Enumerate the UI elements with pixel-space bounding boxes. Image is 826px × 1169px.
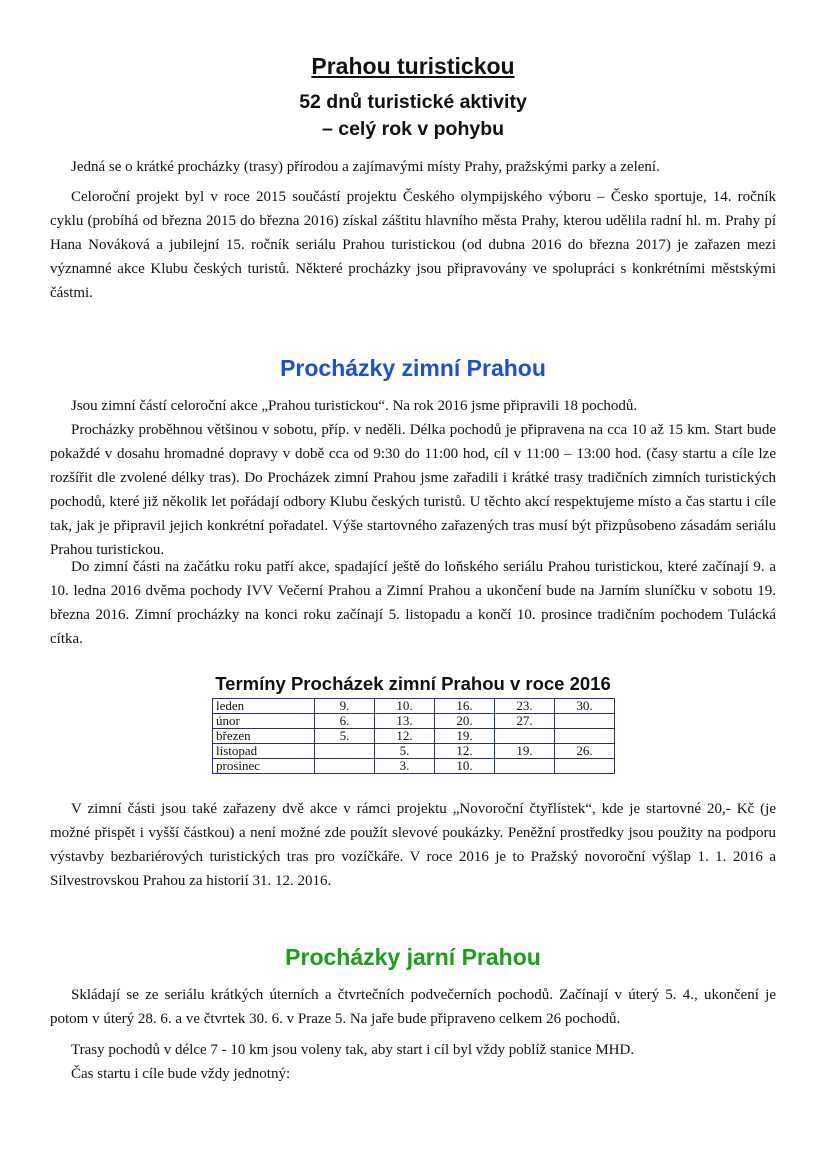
table-cell-day: 19. xyxy=(495,744,555,759)
table-cell-day: 20. xyxy=(435,714,495,729)
document-title: Prahou turistickou xyxy=(311,53,515,79)
table-cell-day: 13. xyxy=(375,714,435,729)
table-cell-day: 5. xyxy=(315,729,375,744)
table-cell-month: březen xyxy=(213,729,315,744)
table-cell-day xyxy=(495,729,555,744)
spring-paragraph-2: Trasy pochodů v délce 7 - 10 km jsou voleny tak, aby start i cíl byl vždy poblíž stanice MHD. xyxy=(71,1042,635,1058)
table-row xyxy=(213,729,615,744)
table-cell-day: 5. xyxy=(375,744,435,759)
winter-paragraph-3: Do zimní části na začátku roku patří akce, spadající ještě do loňského seriálu Prahou turistickou, které začínají 9. a 10. ledna 2016 dvěma pochody IVV Večerní Prahou a Zimní Prahou a ukončení bude na Jarním sluníčku v sobotu 19. března 2016. Zimní procházky na konci roku začínají 5. listopadu a končí 10. prosince tradičním pochodem Tulácká cítka. xyxy=(50,559,776,647)
table-cell-month: únor xyxy=(213,714,315,729)
table-cell-day xyxy=(555,759,615,774)
winter-section-heading: Procházky zimní Prahou xyxy=(280,355,546,381)
intro-paragraph-2: Celoroční projekt byl v roce 2015 součástí projektu Českého olympijského výboru – Česko sportuje, 14. ročník cyklu (probíhá od března 2015 do března 2016) získal záštitu hlavního města Prahy, kterou udělila radní hl. m. Prahy pí Hana Nováková a jubilejní 15. ročník seriálu Prahou turistickou (od dubna 2016 do března 2017) je zařazen mezi významné akce Klubu českých turistů. Některé procházky jsou připravovány ve spolupráci s konkrétními městskými částmi. xyxy=(50,189,776,301)
table-cell-month: leden xyxy=(213,699,315,714)
table-cell-day xyxy=(315,744,375,759)
table-cell-day: 12. xyxy=(375,729,435,744)
table-cell-day: 27. xyxy=(495,714,555,729)
table-cell-day: 30. xyxy=(555,699,615,714)
table-cell-day: 16. xyxy=(435,699,495,714)
table-cell-day xyxy=(555,714,615,729)
document-subtitle-line-2: – celý rok v pohybu xyxy=(321,118,505,140)
table-cell-day: 10. xyxy=(375,699,435,714)
spring-section-heading: Procházky jarní Prahou xyxy=(285,944,541,970)
table-cell-day xyxy=(315,759,375,774)
winter-paragraph-1: Jsou zimní částí celoroční akce „Prahou turistickou“. Na rok 2016 jsme připravili 18 pochodů. xyxy=(71,398,638,414)
table-cell-day: 12. xyxy=(435,744,495,759)
table-cell-day: 10. xyxy=(435,759,495,774)
winter-paragraph-2: Procházky proběhnou většinou v sobotu, příp. v neděli. Délka pochodů je připravena na cca 10 až 15 km. Start bude pokaždé v dosahu hromadné dopravy v době cca od 9:30 do 11:00 hod, cíl v 11:00 – 13:00 hod. (časy startu a cíle lze rozšířit dle zvolené délky tras). Do Procházek zimní Prahou jsme zařadili i krátké trasy tradičních zimních turistických pochodů, které již několik let pořádají odbory Klubu českých turistů. U těchto akcí respektujeme místo a čas startu i cíle tak, jak je připravil jejich konkrétní pořadatel. Výše startovného zařazených tras musí být přizpůsobeno zásadám seriálu Prahou turistickou. xyxy=(50,422,776,558)
table-cell-day: 23. xyxy=(495,699,555,714)
table-cell-day xyxy=(555,729,615,744)
table-cell-month: listopad xyxy=(213,744,315,759)
table-row xyxy=(213,699,615,714)
winter-table-title: Termíny Procházek zimní Prahou v roce 2016 xyxy=(215,673,611,694)
table-row xyxy=(213,744,615,759)
table-row xyxy=(213,759,615,774)
table-cell-day: 9. xyxy=(315,699,375,714)
table-row xyxy=(213,714,615,729)
table-cell-day: 6. xyxy=(315,714,375,729)
table-cell-day: 3. xyxy=(375,759,435,774)
spring-paragraph-3: Čas startu i cíle bude vždy jednotný: xyxy=(71,1066,291,1082)
table-cell-day: 26. xyxy=(555,744,615,759)
intro-paragraph-1: Jedná se o krátké procházky (trasy) přírodou a zajímavými místy Prahy, pražskými parky a zelení. xyxy=(71,159,660,175)
winter-paragraph-4: V zimní části jsou také zařazeny dvě akce v rámci projektu „Novoroční čtyřlístek“, kde je startovné 20,- Kč (je možné přispět i vyšší částkou) a není možné zde použít slevové poukázky. Peněžní prostředky jsou použity na podporu výstavby bezbariérových turistických tras pro vozíčkáře. V roce 2016 je to Pražský novoroční výšlap 1. 1. 2016 a Silvestrovskou Prahou za historií 31. 12. 2016. xyxy=(50,801,776,889)
table-cell-month: prosinec xyxy=(213,759,315,774)
spring-paragraph-1: Skládají se ze seriálu krátkých úterních a čtvrtečních podvečerních pochodů. Začínají v úterý 5. 4., ukončení je potom v úterý 28. 6. a ve čtvrtek 30. 6. v Praze 5. Na jaře bude připraveno celkem 26 pochodů. xyxy=(50,987,776,1027)
table-cell-day: 19. xyxy=(435,729,495,744)
winter-dates-table xyxy=(212,698,615,774)
document-subtitle-line-1: 52 dnů turistické aktivity xyxy=(299,91,527,113)
table-cell-day xyxy=(495,759,555,774)
